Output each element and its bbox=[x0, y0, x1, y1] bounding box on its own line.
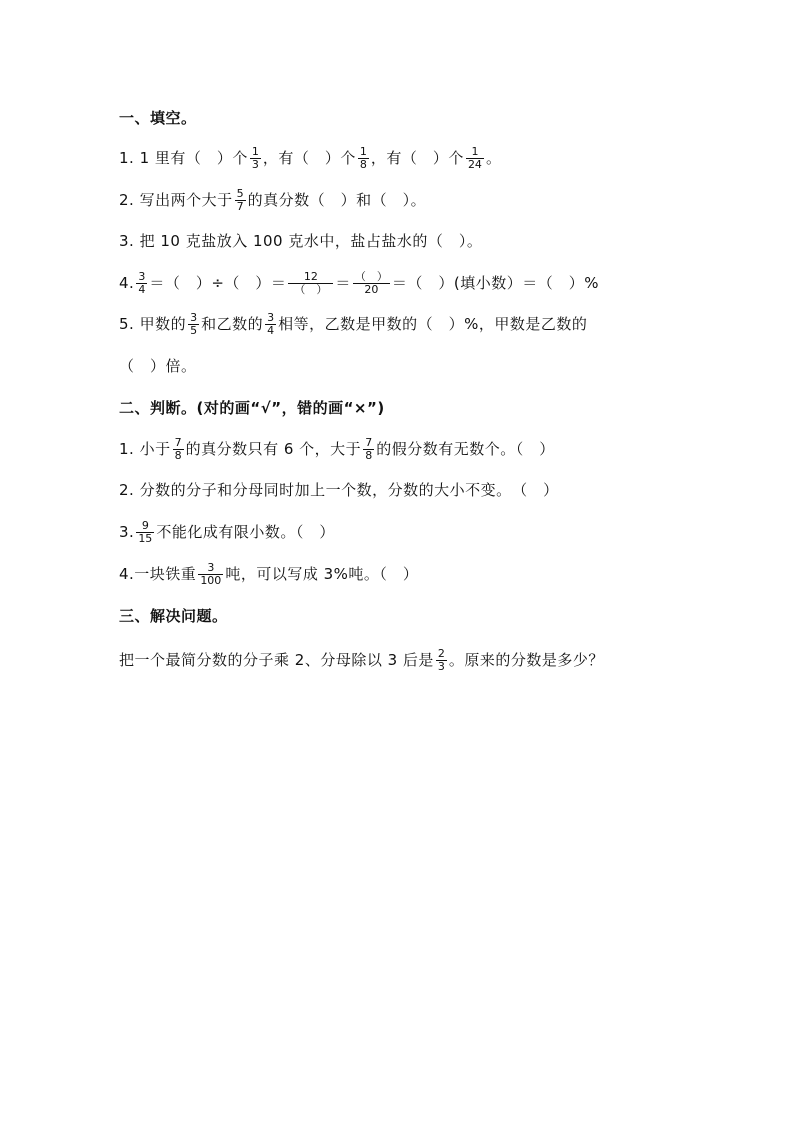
q4-text-a: 4. bbox=[119, 274, 135, 292]
q2-text-b: 的真分数（ ）和（ ）。 bbox=[247, 191, 427, 209]
fraction-7-8b: $\frac{7}{8}$ bbox=[365, 436, 373, 462]
fraction-3-4b: $\frac{3}{4}$ bbox=[267, 311, 275, 337]
fraction-blank-20: $\frac{( )}{20}$ bbox=[354, 270, 388, 296]
q5-text-c: 相等，乙数是甲数的（ ）%，甲数是乙数的 bbox=[278, 315, 588, 333]
q1-text-a: 1. 1 里有（ ）个 bbox=[119, 149, 248, 167]
fraction-1-8: $\frac{1}{8}$ bbox=[359, 145, 367, 171]
problem-text-a: 把一个最简分数的分子乘 2、分母除以 3 后是 bbox=[119, 651, 434, 669]
q4-text-b: ＝（ ）÷（ ）＝ bbox=[149, 274, 287, 292]
question-3: 3. 把 10 克盐放入 100 克水中，盐占盐水的（ ）。 bbox=[119, 232, 483, 250]
question-1 bbox=[119, 146, 501, 171]
fraction-3-100: $\frac{3}{100}$ bbox=[200, 561, 222, 587]
q5-text-b: 和乙数的 bbox=[201, 315, 264, 333]
q2-text-a: 2. 写出两个大于 bbox=[119, 191, 233, 209]
section-true-false-title: 二、判断。(对的画“√”，错的画“×”) bbox=[119, 399, 385, 417]
section-problem-title: 三、解决问题。 bbox=[119, 607, 228, 625]
fraction-3-4: $\frac{3}{4}$ bbox=[138, 270, 146, 296]
judge-3 bbox=[119, 520, 335, 545]
q4-text-c: ＝ bbox=[335, 274, 351, 292]
q1-text-d: 。 bbox=[485, 149, 502, 167]
question-5 bbox=[119, 312, 587, 337]
j1-text-b: 的真分数只有 6 个，大于 bbox=[185, 440, 362, 458]
j4-text-a: 4.一块铁重 bbox=[119, 565, 197, 583]
fraction-5-7: $\frac{5}{7}$ bbox=[236, 187, 244, 213]
judge-4 bbox=[119, 562, 418, 587]
fraction-1-3: $\frac{1}{3}$ bbox=[251, 145, 259, 171]
judge-2: 2. 分数的分子和分母同时加上一个数，分数的大小不变。 （ ） bbox=[119, 481, 559, 499]
j1-text-c: 的假分数有无数个。（ ） bbox=[376, 440, 555, 458]
question-2 bbox=[119, 188, 426, 213]
fraction-9-15: $\frac{9}{15}$ bbox=[138, 519, 153, 545]
problem-1 bbox=[119, 648, 604, 673]
q1-text-b: ，有（ ）个 bbox=[262, 149, 356, 167]
fraction-12-blank: $\frac{12}{( )}$ bbox=[288, 271, 333, 296]
fraction-7-8: $\frac{7}{8}$ bbox=[174, 436, 182, 462]
q5-text-a: 5. 甲数的 bbox=[119, 315, 187, 333]
q4-text-d: ＝（ ）(填小数）＝（ ）% bbox=[391, 274, 600, 292]
j3-text-b: 不能化成有限小数。（ ） bbox=[156, 523, 335, 541]
fraction-3-5: $\frac{3}{5}$ bbox=[190, 311, 198, 337]
question-4 bbox=[119, 271, 599, 296]
j4-text-b: 吨，可以写成 3%吨。（ ） bbox=[225, 565, 419, 583]
judge-1 bbox=[119, 437, 555, 462]
section-fill-blank-title: 一、填空。 bbox=[119, 109, 197, 127]
fraction-1-24: $\frac{1}{24}$ bbox=[467, 145, 482, 171]
problem-text-b: 。原来的分数是多少？ bbox=[448, 651, 604, 669]
question-5-continued: （ ）倍。 bbox=[119, 357, 197, 375]
fraction-2-3: $\frac{2}{3}$ bbox=[437, 647, 445, 673]
j3-text-a: 3. bbox=[119, 523, 135, 541]
q1-text-c: ，有（ ）个 bbox=[370, 149, 464, 167]
j1-text-a: 1. 小于 bbox=[119, 440, 171, 458]
